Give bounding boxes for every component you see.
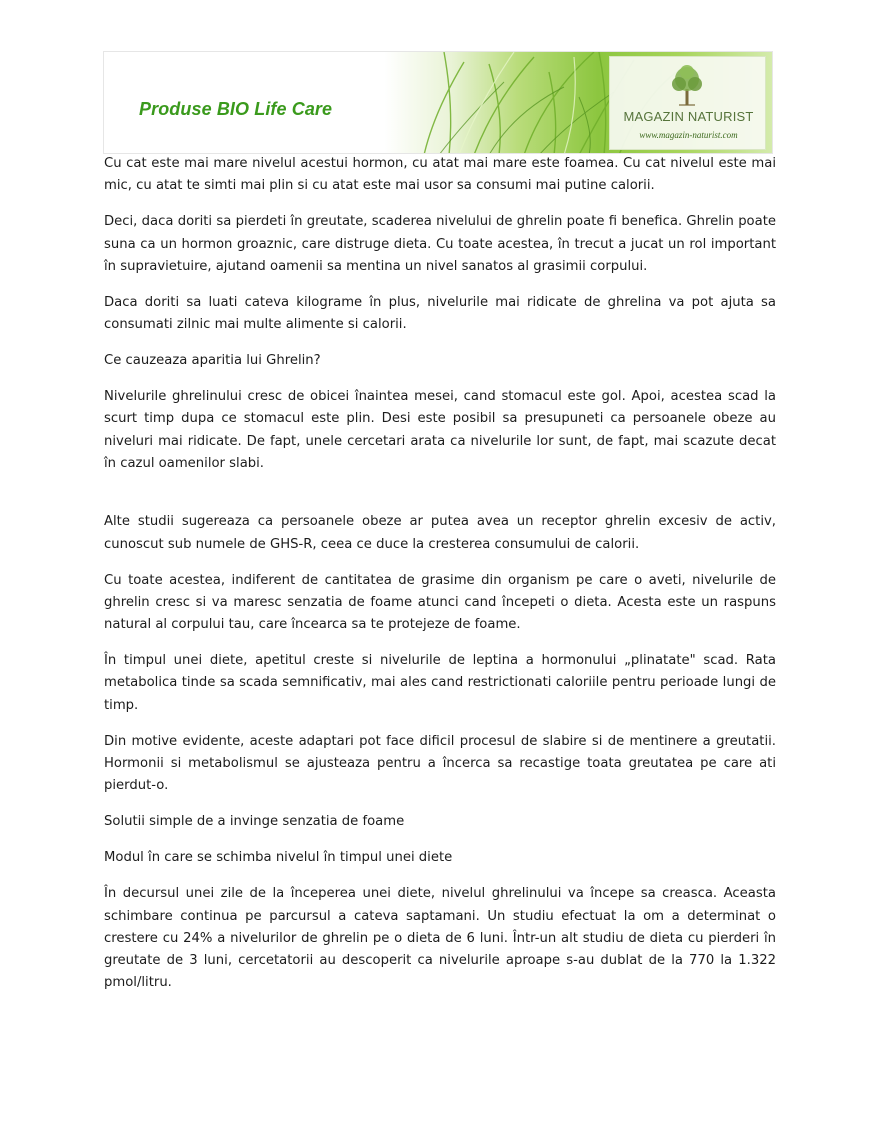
paragraph-weight-gain: Daca doriti sa luati cateva kilograme în plus, nivelurile mai ridicate de ghrelina va pot ajuta sa consumati zilnic mai multe alimente si calorii. (104, 294, 776, 333)
store-logo[interactable] (609, 56, 766, 150)
store-logo-name: MAGAZIN NATURIST (623, 109, 754, 124)
heading-solutions: Solutii simple de a invinge senzatia de foame (104, 814, 405, 830)
paragraph-studies: În decursul unei zile de la începerea unei diete, nivelul ghrelinului va începe sa creasca. Aceasta schimbare continua pe parcursul a cateva saptamani. Un studiu efectuat la om a determinat o crestere cu 24% a nivelurilor de ghrelin pe o dieta de 6 luni. Într-un alt studiu de dieta cu pierderi în greutate de 3 luni, cercetatorii au descoperit ca nivelurile aproape s-au dublat de la 770 la 1.322 pmol/litru. (104, 886, 776, 991)
paragraph-ghs-r: Alte studii sugereaza ca persoanele obeze ar putea avea un receptor ghrelin excesiv de activ, cunoscut sub numele de GHS-R, ceea ce duce la cresterea consumului de calorii. (104, 514, 776, 552)
banner-title: Produse BIO Life Care (139, 99, 333, 119)
tree-icon (667, 63, 707, 107)
paragraph-adaptations: Din motive evidente, aceste adaptari pot face dificil procesul de slabire si de mentinere a greutatii. Hormonii si metabolismul se ajusteaza pentru a încerca sa recastige toata greutatea pe care ati pierdut-o. (104, 733, 776, 794)
store-logo-url[interactable]: www.magazin-naturist.com (639, 130, 738, 140)
paragraph-diet-hunger: Cu toate acestea, indiferent de cantitatea de grasime din organism pe care o aveti, nivelurile de ghrelin cresc si va maresc senzatia de foame atunci cand începeti o dieta. Acesta este un raspuns natural al corpului tau, care încearca sa te protejeze de foame. (104, 572, 776, 633)
paragraph-leptin: În timpul unei diete, apetitul creste si nivelurile de leptina a hormonului „plinatate" scad. Rata metabolica tinde sa scada semnificativ, mai ales cand restrictionati caloriile pentru perioade lungi de timp. (104, 653, 776, 713)
paragraph-weight-loss: Deci, daca doriti sa pierdeti în greutate, scaderea nivelului de ghrelin poate fi benefica. Ghrelin poate suna ca un hormon groaznic, care distruge dieta. Cu toate acestea, în trecut a jucat un rol important în supravietuire, ajutand oamenii sa mentina un nivel sanatos al grasimii corpului. (104, 214, 776, 274)
paragraph-hormone-levels: Cu cat este mai mare nivelul acestui hormon, cu atat mai mare este foamea. Cu cat nivelul este mai mic, cu atat te simti mai plin si cu atat este mai usor sa consumi mai putine calorii. (104, 156, 776, 194)
heading-diet-changes: Modul în care se schimba nivelul în timpul unei diete (104, 850, 453, 866)
paragraph-meal-levels: Nivelurile ghrelinului cresc de obicei înaintea mesei, cand stomacul este gol. Apoi, acestea scad la scurt timp dupa ce stomacul este plin. Desi este posibil sa presupuneti ca persoanele obeze au niveluri mai ridicate. De fapt, unele cercetari arata ca nivelurile lor sunt, de fapt, mai scazute decat în cazul oamenilor slabi. (104, 389, 776, 472)
header-banner (103, 51, 773, 154)
article-body (104, 153, 776, 1008)
heading-causes: Ce cauzeaza aparitia lui Ghrelin? (104, 353, 321, 369)
